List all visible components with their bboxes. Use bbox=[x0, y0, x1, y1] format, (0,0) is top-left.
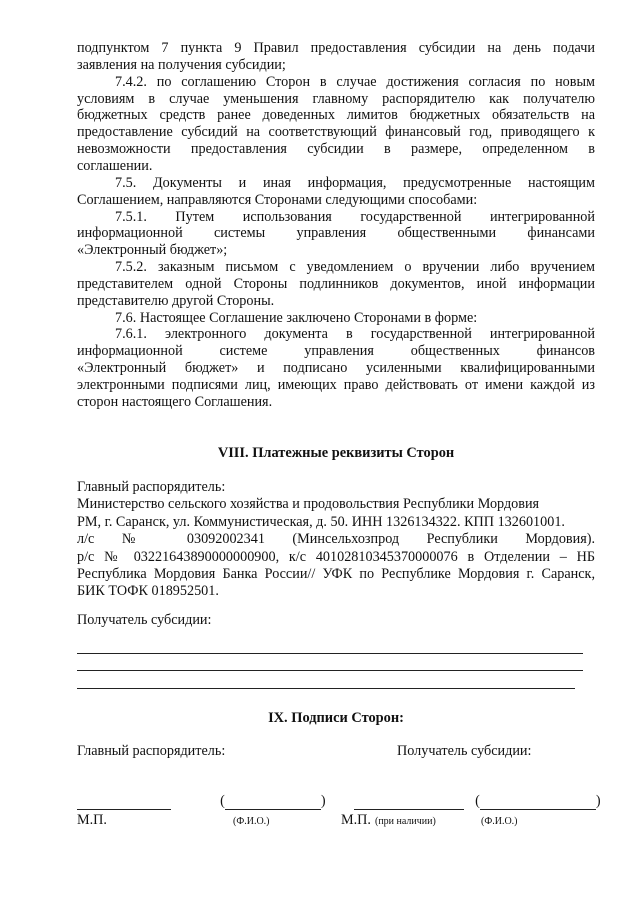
text-line: 7.5.1. Путем использования государственной интегрированной bbox=[115, 208, 595, 225]
text-line: 7.5.2. заказным письмом с уведомлением о вручении либо вручением bbox=[115, 259, 595, 276]
fio-line-right bbox=[480, 797, 596, 810]
requisite-line: Министерство сельского хозяйства и продовольствия Республики Мордовия bbox=[77, 496, 540, 513]
text-line: представителем одной Стороны подлинников документов, иной информации bbox=[77, 275, 595, 292]
text-line: информационной системе управления общественных финансов bbox=[77, 343, 595, 360]
signatory-right-label: Получатель субсидии: bbox=[397, 743, 532, 759]
text-line: «Электронный бюджет»; bbox=[77, 242, 228, 259]
fio-caption-right: (Ф.И.О.) bbox=[481, 816, 518, 827]
signature-line-right bbox=[354, 797, 464, 810]
text-line: предоставление субсидий на соответствующий финансовый год, приводящего к bbox=[77, 124, 595, 141]
section-9-heading: IX. Подписи Сторон: bbox=[268, 710, 404, 726]
text-line: 7.4.2. по соглашению Сторон в случае достижения согласия по новым bbox=[115, 73, 595, 90]
text-line: бюджетных средств ранее доведенных лимитов бюджетных обязательств на bbox=[77, 107, 595, 124]
fio-paren-open-right: ( bbox=[475, 793, 480, 809]
section-8-heading: VIII. Платежные реквизиты Сторон bbox=[217, 445, 455, 461]
signature-left bbox=[77, 793, 326, 810]
text-line: невозможности предоставления субсидии в размере, определенном в bbox=[77, 141, 595, 158]
text-line: представителю другой Стороны. bbox=[77, 292, 275, 309]
text-line: Соглашением, направляются Сторонами следующими способами: bbox=[77, 191, 478, 208]
text-line: 7.6.1. электронного документа в государственной интегрированной bbox=[115, 326, 595, 343]
fio-caption-left: (Ф.И.О.) bbox=[233, 816, 270, 827]
text-line: подпунктом 7 пункта 9 Правил предоставления субсидии на день подачи bbox=[77, 40, 595, 56]
blank-line-3 bbox=[77, 688, 575, 689]
requisite-line: л/с № 03092002341 (Минсельхозпрод Республики Мордовия). bbox=[77, 531, 595, 548]
text-line: соглашении. bbox=[77, 157, 153, 174]
requisite-line: р/с № 03221643890000000900, к/с 40102810345370000076 в Отделении – НБ bbox=[77, 548, 595, 565]
requisite-line: Главный распорядитель: bbox=[77, 479, 226, 495]
fio-paren-open-left: ( bbox=[220, 793, 225, 809]
text-line: условиям в случае уменьшения главному распорядителю как получателю bbox=[77, 90, 595, 107]
signatory-left-label: Главный распорядитель: bbox=[77, 743, 226, 759]
stamp-right: М.П. bbox=[341, 812, 371, 828]
requisite-line: Республика Мордовия Банка России// УФК по Республике Мордовия г. Саранск, bbox=[77, 566, 595, 582]
text-line: 7.6. Настоящее Соглашение заключено Сторонами в форме: bbox=[115, 309, 478, 326]
text-line: информационной системы управления общественными финансами bbox=[77, 225, 595, 242]
text-line: «Электронный бюджет» и подписано усиленными квалифицированными bbox=[77, 360, 595, 377]
requisite-line: РМ, г. Саранск, ул. Коммунистическая, д. 50. ИНН 1326134322. КПП 132601001. bbox=[77, 513, 565, 530]
requisite-line: БИК ТОФК 018952501. bbox=[77, 583, 219, 600]
stamp-left: М.П. bbox=[77, 812, 107, 828]
blank-line-2 bbox=[77, 670, 583, 671]
blank-line-1 bbox=[77, 653, 583, 654]
stamp-right-note: (при наличии) bbox=[375, 816, 436, 827]
signature-line-left bbox=[77, 797, 171, 810]
text-line: электронными подписями лиц, имеющих право действовать от имени каждой из bbox=[77, 377, 595, 393]
text-line: сторон настоящего Соглашения. bbox=[77, 393, 273, 410]
signature-right bbox=[354, 793, 601, 810]
recipient-label: Получатель субсидии: bbox=[77, 612, 212, 628]
fio-line-left bbox=[225, 797, 321, 810]
fio-paren-close-right: ) bbox=[595, 793, 601, 809]
text-line: 7.5. Документы и иная информация, предусмотренные настоящим bbox=[115, 174, 595, 191]
fio-paren-close-left: ) bbox=[320, 793, 326, 809]
text-line: заявления на получения субсидии; bbox=[77, 56, 286, 73]
